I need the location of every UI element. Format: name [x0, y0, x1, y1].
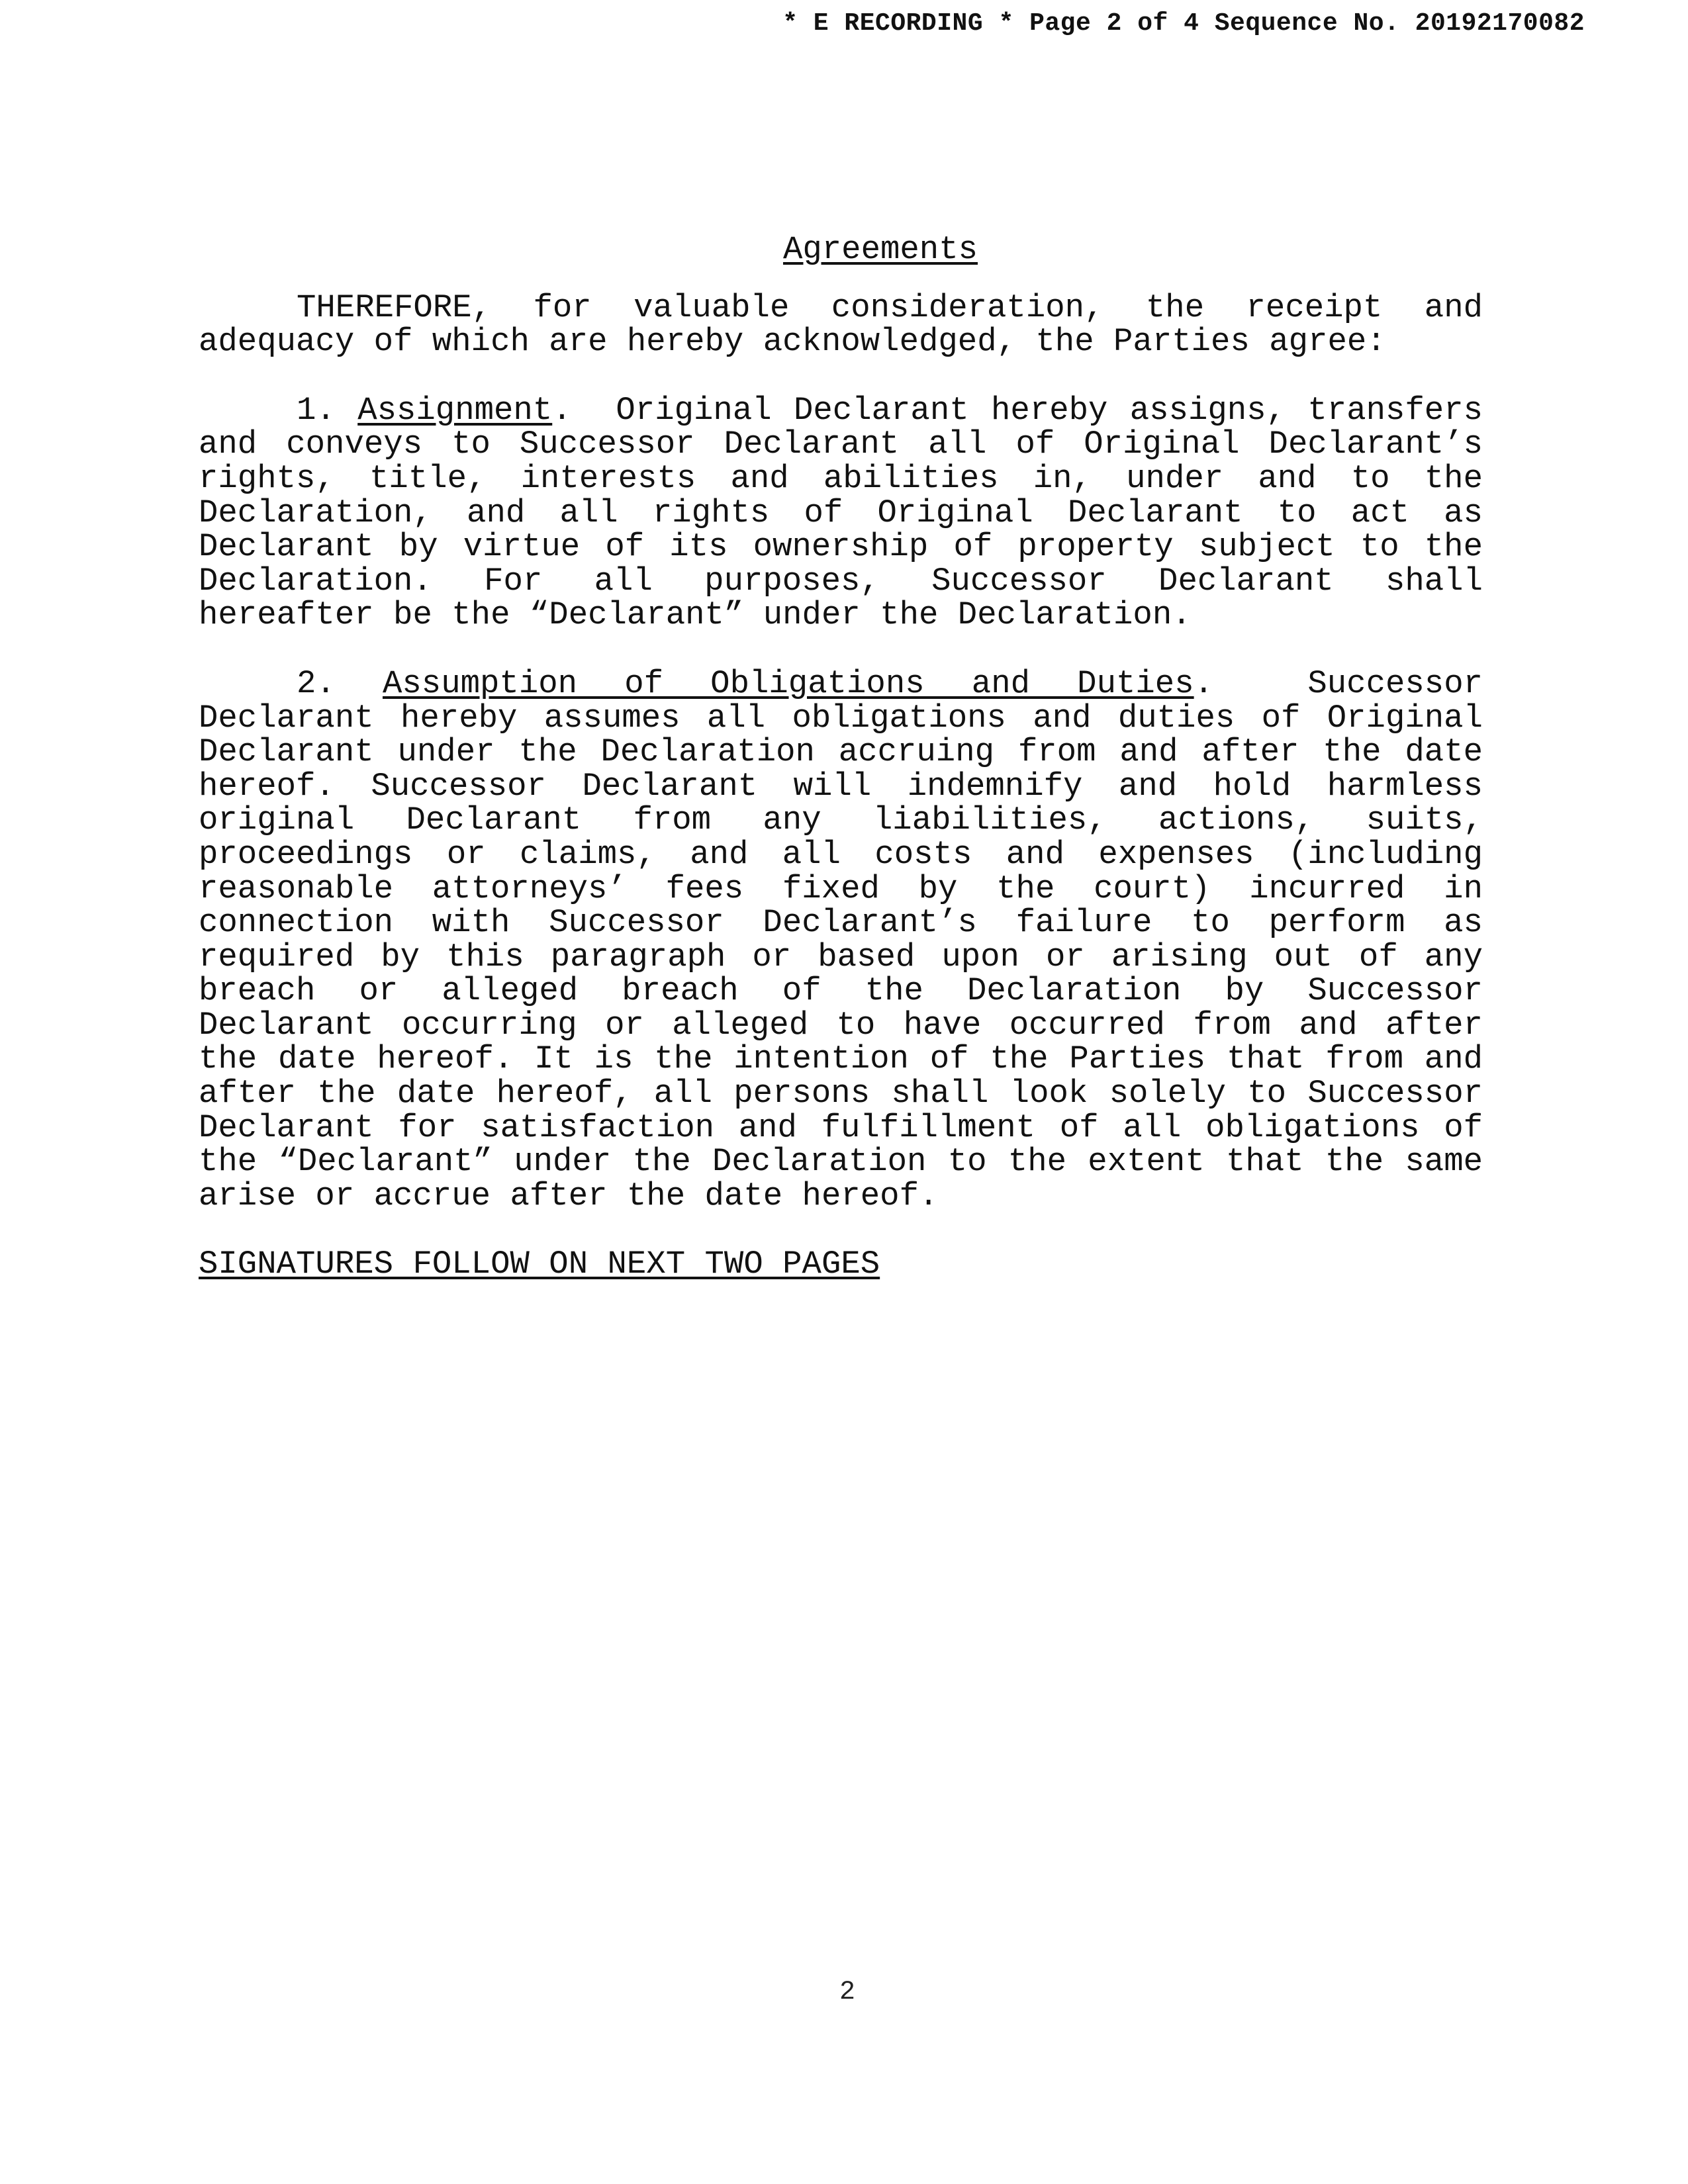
recording-header: * E RECORDING * Page 2 of 4 Sequence No. 20192170082	[782, 9, 1585, 38]
clause-assignment	[199, 391, 1483, 634]
signatures-note: SIGNATURES FOLLOW ON NEXT TWO PAGES	[199, 1246, 880, 1283]
clause-body: Original Declarant hereby assigns, transfers and conveys to Successor Declarant all of Original Declarant’s rights, title, interests and abilities in, under and to the Declaration, and all rights of Original Declarant to act as Declarant by virtue of its ownership of property subject to the Declaration. For all purposes, Successor Declarant shall hereafter be the “Declarant” under the Declaration.	[199, 391, 1483, 634]
document-body	[199, 233, 1483, 1282]
section-title: Agreements	[782, 231, 978, 268]
page-number: 2	[839, 1978, 855, 2007]
clause-heading: Assumption of Obligations and Duties	[382, 664, 1194, 702]
clause-heading-suffix: .	[552, 391, 572, 429]
clause-number: 1.	[297, 391, 336, 429]
clause-heading: Assignment	[357, 391, 553, 429]
intro-paragraph: THEREFORE, for valuable consideration, the receipt and adequacy of which are hereby acknowledged, the Parties agree:	[199, 289, 1483, 361]
clause-heading-suffix: .	[1194, 664, 1214, 702]
clause-assumption	[199, 664, 1483, 1214]
clause-number: 2.	[297, 664, 336, 702]
clause-body: Successor Declarant hereby assumes all obligations and duties of Original Declarant under the Declaration accruing from and after the date hereof. Successor Declarant will indemnify and hold harmless original Declarant from any liabilities, actions, suits, proceedings or claims, and all costs and expenses (including reasonable attorneys’ fees fixed by the court) incurred in connection with Successor Declarant’s failure to perform as required by this paragraph or based upon or arising out of any breach or alleged breach of the Declaration by Successor Declarant occurring or alleged to have occurred from and after the date hereof. It is the intention of the Parties that from and after the date hereof, all persons shall look solely to Successor Declarant for satisfaction and fulfillment of all obligations of the “Declarant” under the Declaration to the extent that the same arise or accrue after the date hereof.	[199, 664, 1483, 1214]
